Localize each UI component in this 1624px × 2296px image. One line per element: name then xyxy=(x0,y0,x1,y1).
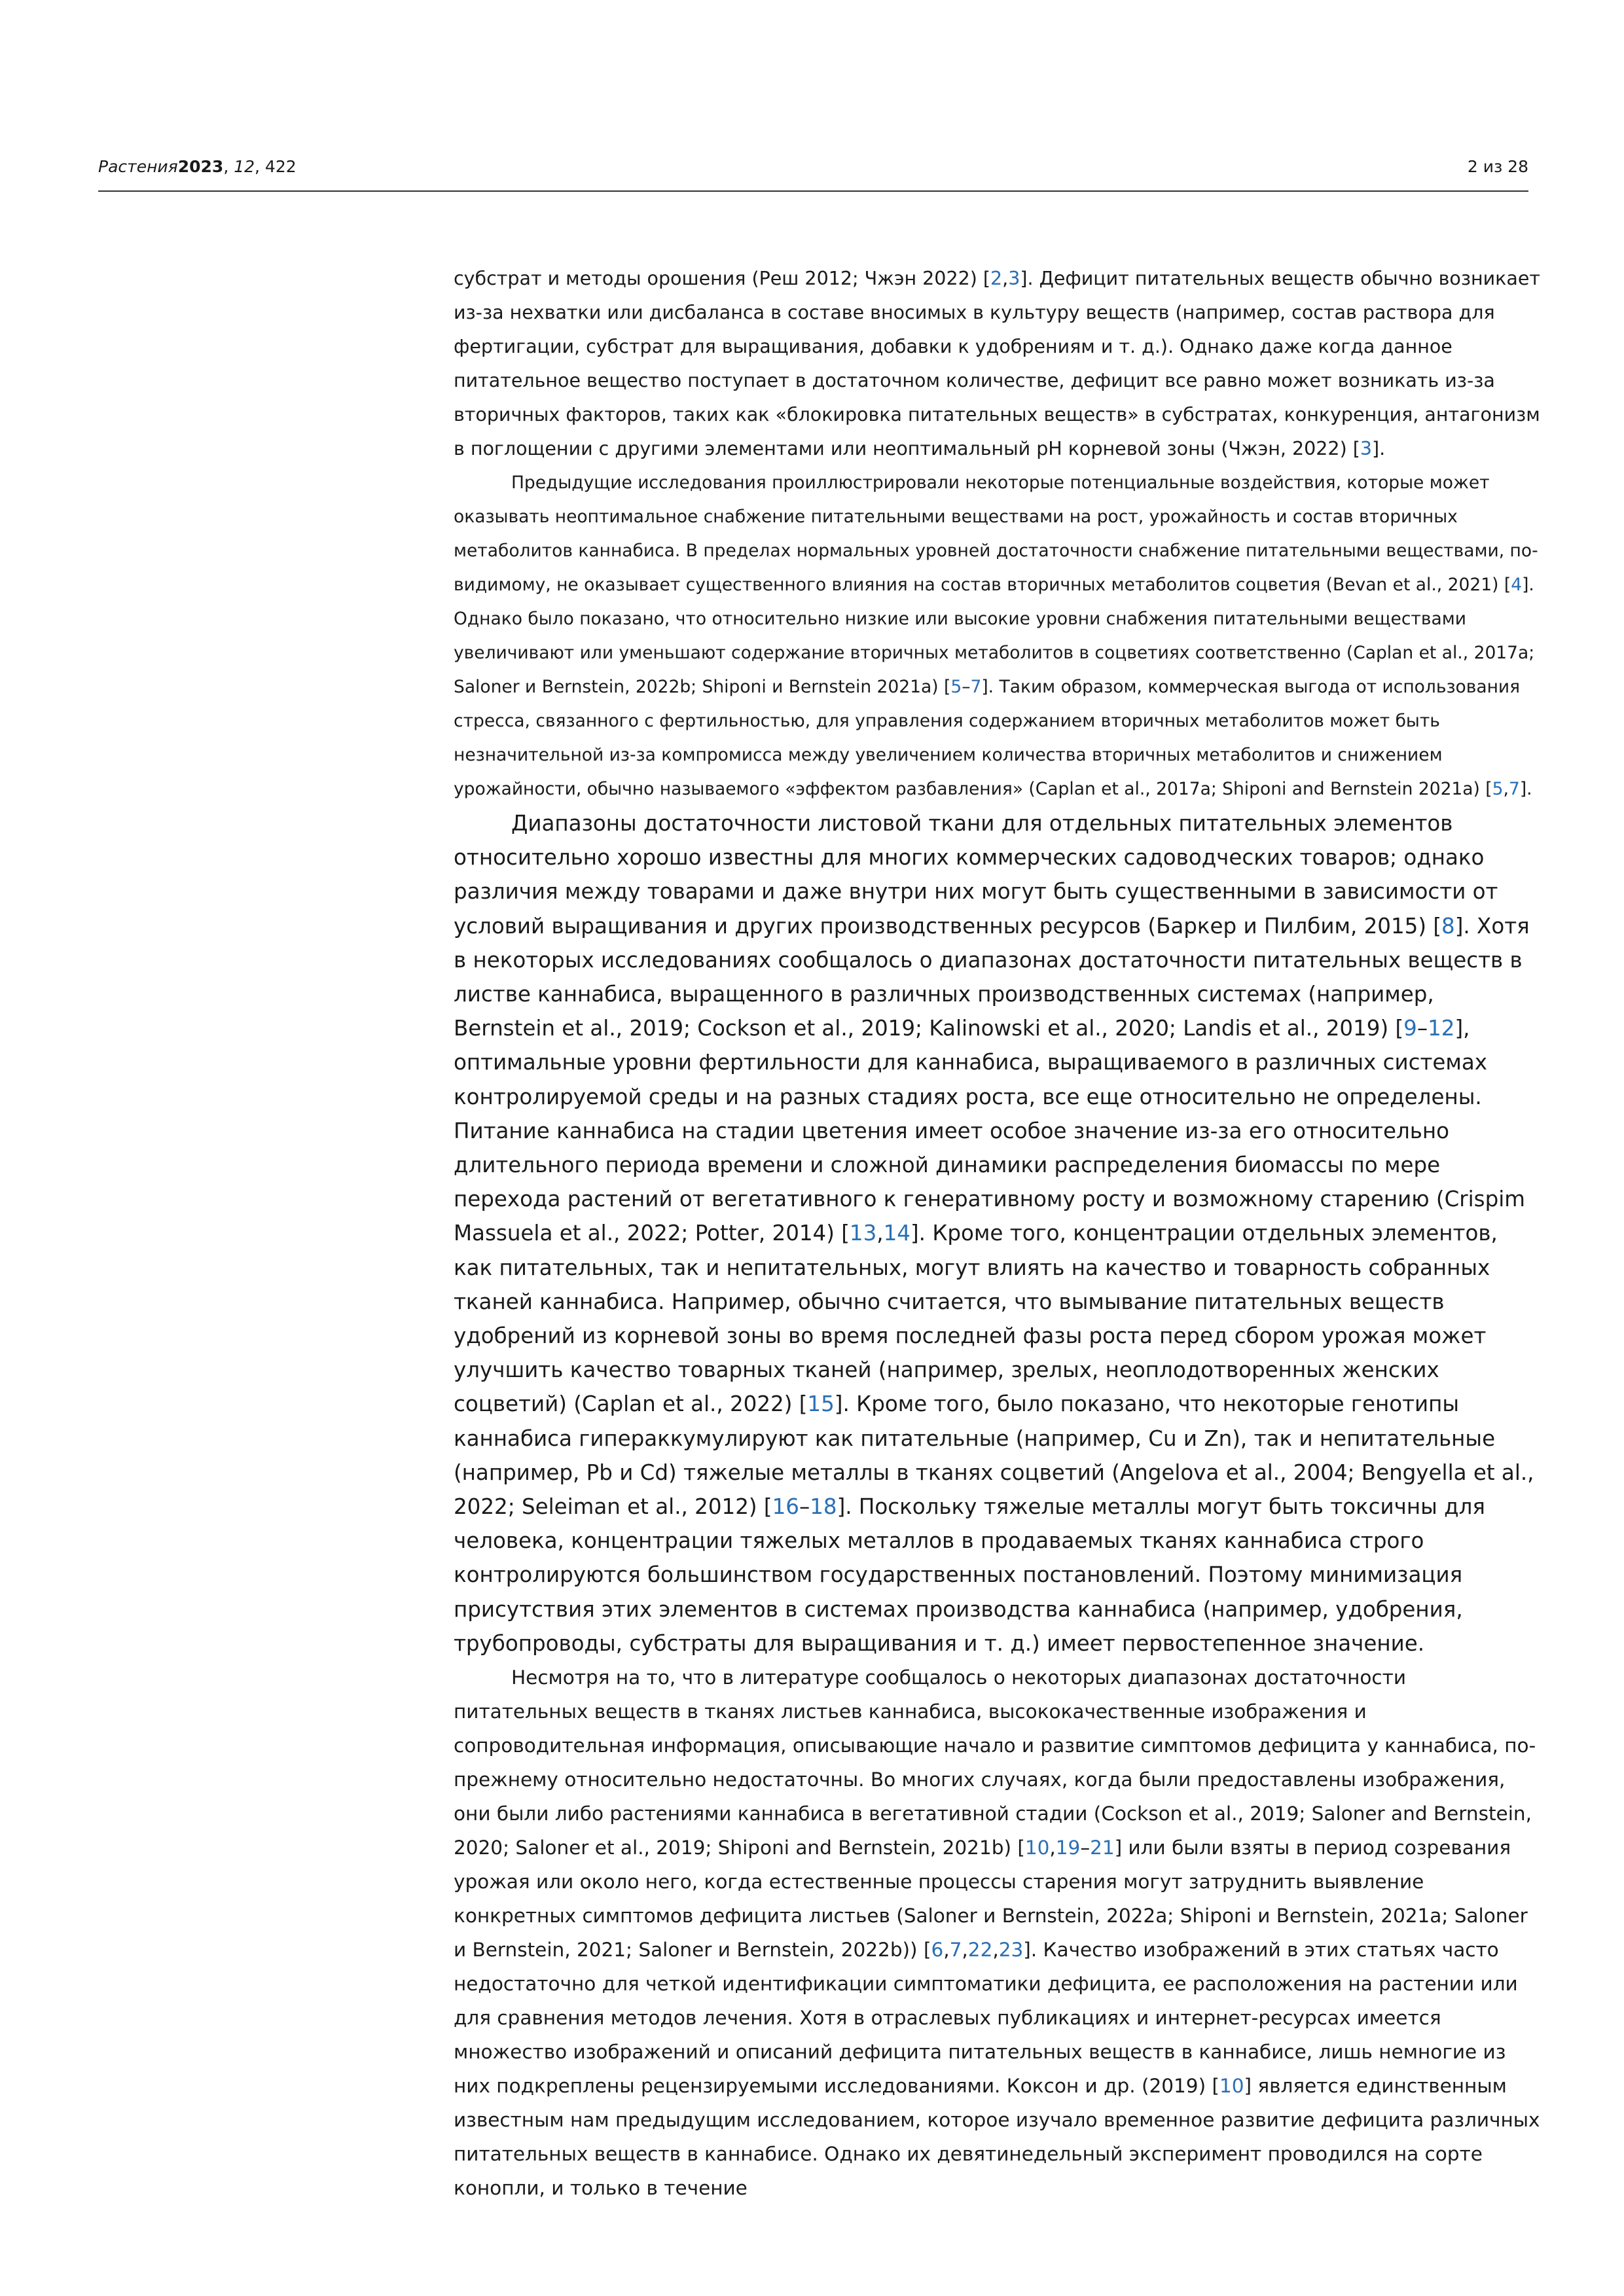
paragraph-text: , xyxy=(1503,779,1509,799)
citation-link[interactable]: 7 xyxy=(970,677,982,697)
paragraph-text: , xyxy=(1049,1837,1056,1859)
citation-link[interactable]: 8 xyxy=(1441,913,1455,939)
citation-link[interactable]: 16 xyxy=(772,1494,799,1520)
body-paragraph xyxy=(454,466,1540,806)
paragraph-text: Несмотря на то, что в литературе сообщалось о некоторых диапазонах достаточности питательных веществ в тканях листьев каннабиса, высококачественные изображения и сопроводительная информация, описывающие начало и развитие симптомов дефицита у каннабиса, по-прежнему относительно недостаточны. Во многих случаях, когда были предоставлены изображения, они были либо растениями каннабиса в вегетативной стадии (Cockson et al., 2019; Saloner and Bernstein, 2020; Saloner et al., 2019; Shiponi and Bernstein, 2021b) [ xyxy=(454,1666,1536,1859)
citation-link[interactable]: 15 xyxy=(807,1391,835,1417)
paragraph-text: Предыдущие исследования проиллюстрировали некоторые потенциальные воздействия, которые может оказывать неоптимальное снабжение питательными веществами на рост, урожайность и состав вторичных метаболитов каннабиса. В пределах нормальных уровней достаточности снабжение питательными веществами, по-видимому, не оказывает существенного влияния на состав вторичных метаболитов соцветия (Bevan et al., 2021) [ xyxy=(454,473,1538,595)
citation-link[interactable]: 4 xyxy=(1511,575,1523,595)
citation-link[interactable]: 6 xyxy=(931,1939,944,1962)
paragraph-text: ] или были взяты в период созревания урожая или около него, когда естественные процессы старения могут затруднить выявление конкретных симптомов дефицита листьев (Saloner и Bernstein, 2022a; Shiponi и Bernstein, 2021a; Saloner и Bernstein, 2021; Saloner и Bernstein, 2022b)) [ xyxy=(454,1837,1528,1962)
paragraph-text: – xyxy=(962,677,971,697)
paragraph-text: , xyxy=(962,1939,968,1962)
paragraph-text: ]. Хотя в некоторых исследованиях сообщалось о диапазонах достаточности питательных веществ в листве каннабиса, выращенного в различных производственных системах (например, Bernstein et al., 2019; Cockson et al., 2019; Kalinowski et al., 2020; Landis et al., 2019) [ xyxy=(454,913,1530,1041)
citation-link[interactable]: 10 xyxy=(1219,2075,1244,2098)
citation-link[interactable]: 19 xyxy=(1055,1837,1081,1859)
paragraph-text: – xyxy=(799,1494,810,1520)
citation-link[interactable]: 22 xyxy=(967,1939,993,1962)
paragraph-text: Диапазоны достаточности листовой ткани для отдельных питательных элементов относительно хорошо известны для многих коммерческих садоводческих товаров; однако различия между товарами и даже внутри них могут быть существенными в зависимости от условий выращивания и других производственных ресурсов (Баркер и Пилбим, 2015) [ xyxy=(454,811,1498,939)
paragraph-text: , xyxy=(992,1939,999,1962)
paragraph-text: , xyxy=(1002,268,1009,289)
paragraph-text: ]. Кроме того, было показано, что некоторые генотипы каннабиса гипераккумулируют как питательные (например, Cu и Zn), так и непитательные (например, Pb и Cd) тяжелые металлы в тканях соцветий (Angelova et al., 2004; Bengyella et al., 2022; Seleiman et al., 2012) [ xyxy=(454,1391,1534,1520)
citation-link[interactable]: 2 xyxy=(990,268,1003,289)
paragraph-text: субстрат и методы орошения (Реш 2012; Чжэн 2022) [ xyxy=(454,268,991,289)
article-number: , 422 xyxy=(255,157,297,176)
paragraph-text: ]. Таким образом, коммерческая выгода от использования стресса, связанного с фертильностью, для управления содержанием вторичных метаболитов может быть незначительной из-за компромисса между увеличением количества вторичных метаболитов и снижением урожайности, обычно называемого «эффектом разбавления» (Caplan et al., 2017a; Shiponi and Bernstein 2021a) [ xyxy=(454,677,1521,799)
article-body xyxy=(454,262,1540,2205)
citation-link[interactable]: 14 xyxy=(883,1221,911,1246)
paragraph-text: , xyxy=(876,1221,884,1246)
volume-separator: , xyxy=(223,157,234,176)
body-paragraph xyxy=(454,1660,1540,2205)
citation-link[interactable]: 3 xyxy=(1360,438,1373,459)
citation-link[interactable]: 7 xyxy=(1508,779,1520,799)
body-paragraph xyxy=(454,806,1540,1660)
paragraph-text: ]. Кроме того, концентрации отдельных элементов, как питательных, так и непитательных, могут влиять на качество и товарность собранных тканей каннабиса. Например, обычно считается, что вымывание питательных веществ удобрений из корневой зоны во время последней фазы роста перед сбором урожая может улучшить качество товарных тканей (например, зрелых, неоплодотворенных женских соцветий) (Caplan et al., 2022) [ xyxy=(454,1221,1498,1417)
journal-name: Растения xyxy=(98,157,178,176)
citation-link[interactable]: 23 xyxy=(998,1939,1024,1962)
citation-link[interactable]: 7 xyxy=(949,1939,962,1962)
journal-year: 2023 xyxy=(177,157,224,176)
paragraph-text: ]. Качество изображений в этих статьях часто недостаточно для четкой идентификации симптоматики дефицита, ее расположения на растении или для сравнения методов лечения. Хотя в отраслевых публикациях и интернет-ресурсах имеется множество изображений и описаний дефицита питательных веществ в каннабисе, лишь немногие из них подкреплены рецензируемыми исследованиями. Коксон и др. (2019) [ xyxy=(454,1939,1518,2098)
paragraph-text: ]. xyxy=(1372,438,1386,459)
page-number: 2 из 28 xyxy=(1467,157,1528,176)
paragraph-text: ], оптимальные уровни фертильности для каннабиса, выращиваемого в различных системах контролируемой среды и на разных стадиях роста, все еще относительно не определены. Питание каннабиса на стадии цветения имеет особое значение из-за его относительно длительного периода времени и сложной динамики распределения биомассы по мере перехода растений от вегетативного к генеративному росту и возможному старению (Crispim Massuela et al., 2022; Potter, 2014) [ xyxy=(454,1016,1525,1246)
paragraph-text: ]. Дефицит питательных веществ обычно возникает из-за нехватки или дисбаланса в составе вносимых в культуру веществ (например, состав раствора для фертигации, субстрат для выращивания, добавки к удобрениям и т. д.). Однако даже когда данное питательное вещество поступает в достаточном количестве, дефицит все равно может возникать из-за вторичных факторов, таких как «блокировка питательных веществ» в субстратах, конкуренция, антагонизм в поглощении с другими элементами или неоптимальный pH корневой зоны (Чжэн, 2022) [ xyxy=(454,268,1540,459)
citation-link[interactable]: 21 xyxy=(1090,1837,1115,1859)
body-paragraph xyxy=(454,262,1540,466)
citation-link[interactable]: 9 xyxy=(1403,1016,1417,1041)
journal-citation xyxy=(98,151,297,183)
citation-link[interactable]: 3 xyxy=(1008,268,1020,289)
citation-link[interactable]: 13 xyxy=(849,1221,877,1246)
paragraph-text: ]. xyxy=(1519,779,1532,799)
journal-volume: 12 xyxy=(234,157,255,176)
header-divider xyxy=(98,190,1528,192)
paragraph-text: , xyxy=(943,1939,950,1962)
paragraph-text: ] является единственным известным нам предыдущим исследованием, которое изучало временное развитие дефицита различных питательных веществ в каннабисе. Однако их девятинедельный эксперимент проводился на сорте конопли, и только в течение xyxy=(454,2075,1540,2200)
paragraph-text: ]. Поскольку тяжелые металлы могут быть токсичны для человека, концентрации тяжелых металлов в продаваемых тканях каннабиса строго контролируются большинством государственных постановлений. Поэтому минимизация присутствия этих элементов в системах производства каннабиса (например, удобрения, трубопроводы, субстраты для выращивания и т. д.) имеет первостепенное значение. xyxy=(454,1494,1485,1656)
paragraph-text: – xyxy=(1416,1016,1428,1041)
citation-link[interactable]: 5 xyxy=(1492,779,1504,799)
citation-link[interactable]: 5 xyxy=(950,677,962,697)
paragraph-text: – xyxy=(1080,1837,1091,1859)
citation-link[interactable]: 10 xyxy=(1024,1837,1050,1859)
citation-link[interactable]: 18 xyxy=(810,1494,837,1520)
citation-link[interactable]: 12 xyxy=(1428,1016,1455,1041)
paragraph-text: ]. Однако было показано, что относительно низкие или высокие уровни снабжения питательными веществами увеличивают или уменьшают содержание вторичных метаболитов в соцветиях соответственно (Caplan et al., 2017a; Saloner и Bernstein, 2022b; Shiponi и Bernstein 2021a) [ xyxy=(454,575,1535,697)
page-header xyxy=(98,151,1528,183)
